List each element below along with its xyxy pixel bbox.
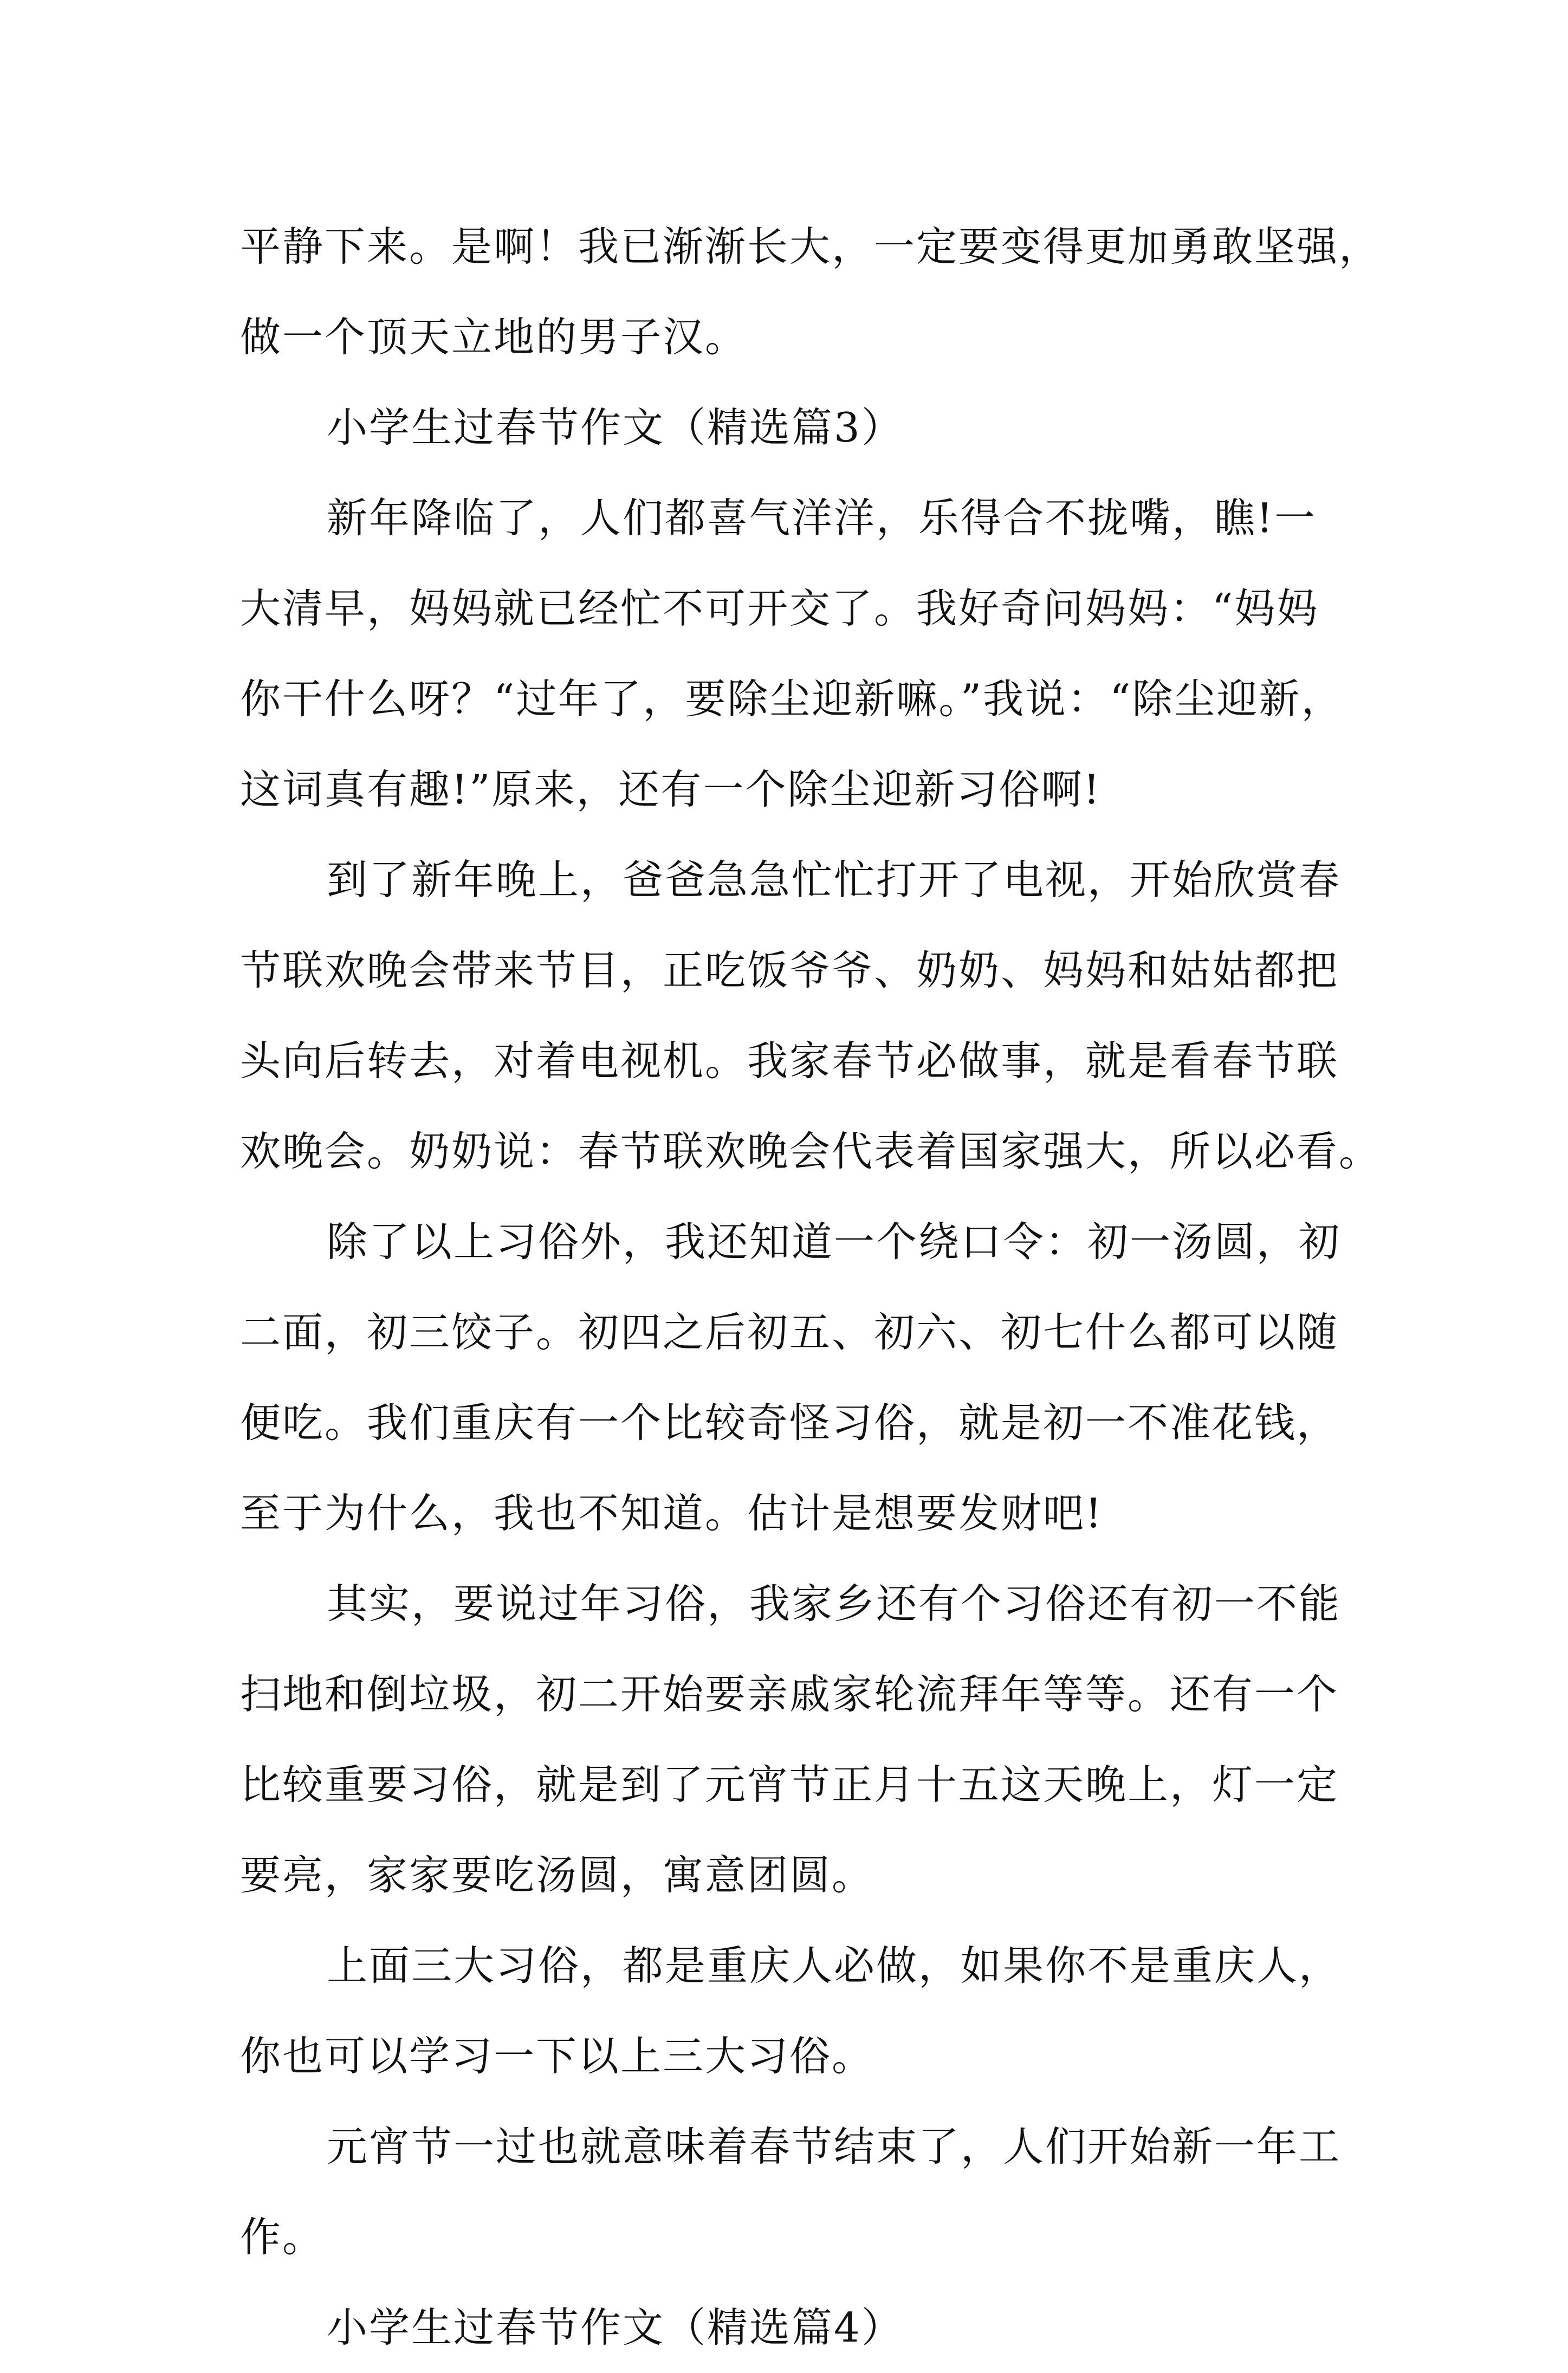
text-line: 这词真有趣!”原来，还有一个除尘迎新习俗啊! (240, 766, 1102, 813)
text-line: 欢晚会。奶奶说：春节联欢晚会代表着国家强大，所以必看。 (240, 1127, 1382, 1175)
text-line: 元宵节一过也就意味着春节结束了，人们开始新一年工 (327, 2123, 1342, 2170)
section-heading: 小学生过春节作文（精选篇3） (327, 404, 904, 451)
text-line: 其实，要说过年习俗，我家乡还有个习俗还有初一不能 (327, 1580, 1342, 1628)
text-line: 你干什么呀？“过年了，要除尘迎新嘛。”我说：“除尘迎新， (240, 675, 1344, 723)
text-line: 做一个顶天立地的男子汉。 (240, 313, 748, 361)
text-line: 至于为什么，我也不知道。估计是想要发财吧! (240, 1489, 1104, 1537)
text-line: 要亮，家家要吃汤圆，寓意团圆。 (240, 1851, 874, 1899)
document-body (240, 202, 1382, 2373)
text-line: 到了新年晚上，爸爸急急忙忙打开了电视，开始欣赏春 (327, 856, 1342, 904)
text-line: 大清早，妈妈就已经忙不可开交了。我好奇问妈妈：“妈妈 (240, 585, 1319, 632)
text-line: 作。 (240, 2213, 325, 2261)
text-line: 头向后转去，对着电视机。我家春节必做事，就是看春节联 (240, 1037, 1339, 1085)
section-heading: 小学生过春节作文（精选篇4） (327, 2304, 904, 2351)
text-line: 你也可以学习一下以上三大习俗。 (240, 2032, 874, 2080)
text-line: 比较重要习俗，就是到了元宵节正月十五这天晚上，灯一定 (240, 1761, 1339, 1808)
text-line: 除了以上习俗外，我还知道一个绕口令：初一汤圆，初 (327, 1218, 1342, 1266)
text-line: 新年降临了，人们都喜气洋洋，乐得合不拢嘴，瞧!一 (327, 494, 1317, 542)
text-line: 平静下来。是啊！我已渐渐长大，一定要变得更加勇敢坚强， (240, 223, 1382, 270)
text-line: 节联欢晚会带来节目，正吃饭爷爷、奶奶、妈妈和姑姑都把 (240, 946, 1339, 994)
text-line: 上面三大习俗，都是重庆人必做，如果你不是重庆人， (327, 1942, 1342, 1989)
text-line: 二面，初三饺子。初四之后初五、初六、初七什么都可以随 (240, 1308, 1339, 1356)
text-line: 扫地和倒垃圾，初二开始要亲戚家轮流拜年等等。还有一个 (240, 1670, 1339, 1718)
text-line: 便吃。我们重庆有一个比较奇怪习俗，就是初一不准花钱， (240, 1399, 1339, 1447)
